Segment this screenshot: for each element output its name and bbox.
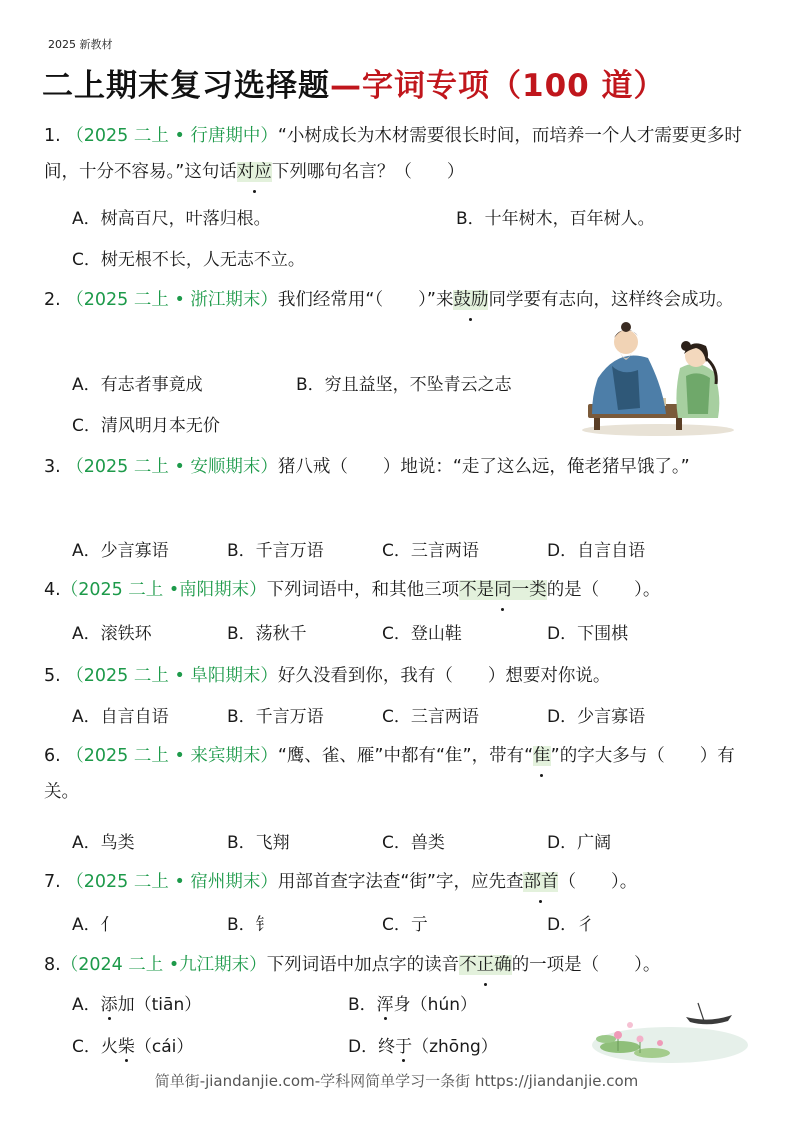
option[interactable]: C．兽类 — [382, 833, 445, 853]
question-1 — [44, 118, 753, 190]
option[interactable]: A．滚铁环 — [72, 624, 152, 644]
lotus-pond-illustration — [590, 995, 750, 1065]
question-number: 3. — [44, 457, 61, 477]
option[interactable]: C．树无根不长，人无志不立。 — [72, 250, 305, 270]
option[interactable]: C．火柴（cái） — [72, 1037, 194, 1057]
question-number: 4. — [44, 580, 61, 600]
option[interactable]: A．树高百尺，叶落归根。 — [72, 209, 271, 229]
question-4 — [44, 572, 753, 608]
question-keyword: 鼓励 — [453, 290, 488, 310]
header-tag: 2025 新教材 — [48, 38, 113, 51]
question-keyword: 隹 — [533, 746, 551, 766]
question-stem-end: 的是（ ）。 — [546, 580, 661, 600]
question-keyword: 部首 — [523, 872, 558, 892]
question-6 — [44, 738, 753, 810]
question-number: 8. — [44, 955, 61, 975]
question-3 — [44, 449, 753, 485]
option[interactable]: B．钅 — [227, 915, 273, 935]
question-stem-end: ”的字大多与（ ）有关。 — [44, 746, 735, 802]
option[interactable]: D．终于（zhōng） — [348, 1037, 498, 1057]
option[interactable]: B．荡秋千 — [227, 624, 307, 644]
question-stem-end: 同学要有志向，这样终会成功。 — [488, 290, 734, 310]
option[interactable]: B．千言万语 — [227, 541, 324, 561]
option[interactable]: D．彳 — [547, 915, 595, 935]
question-source: （2025 二上 • 安顺期末） — [66, 457, 278, 477]
question-keyword: 不正确 — [459, 955, 512, 975]
teacher-child-illustration — [578, 318, 738, 438]
option[interactable]: C．三言两语 — [382, 707, 479, 727]
option[interactable]: A．鸟类 — [72, 833, 135, 853]
page-footer: 简单街-jiandanjie.com-学科网简单学习一条街 https://jiandanjie.com — [154, 1072, 639, 1090]
question-5 — [44, 658, 753, 694]
option[interactable]: C．亍 — [382, 915, 428, 935]
option[interactable]: C．三言两语 — [382, 541, 479, 561]
question-stem: 下列词语中，和其他三项 — [266, 580, 460, 600]
question-source: （2025 二上 • 阜阳期末） — [66, 666, 278, 686]
option[interactable]: A．添加（tiān） — [72, 995, 202, 1015]
title-main: 二上期末复习选择题 — [42, 68, 330, 104]
question-source: （2024 二上 •九江期末） — [60, 955, 267, 975]
question-source: （2025 二上 • 来宾期末） — [66, 746, 278, 766]
question-stem: “鹰、雀、雁”中都有“隹”，带有“ — [277, 746, 534, 766]
title-sub: —字词专项（100 道） — [330, 68, 666, 104]
question-8 — [44, 947, 753, 983]
option[interactable]: C．登山鞋 — [382, 624, 462, 644]
question-stem-end: 下列哪句名言？（ ） — [271, 162, 465, 182]
question-number: 6. — [44, 746, 61, 766]
option[interactable]: A．有志者事竟成 — [72, 375, 203, 395]
question-number: 2. — [44, 290, 61, 310]
option[interactable]: D．广阔 — [547, 833, 612, 853]
question-stem-end: （ ）。 — [558, 872, 638, 892]
question-source: （2025 二上 • 浙江期末） — [66, 290, 278, 310]
option[interactable]: B．十年树木，百年树人。 — [456, 209, 655, 229]
option[interactable]: B．飞翔 — [227, 833, 290, 853]
option[interactable]: D．自言自语 — [547, 541, 646, 561]
option[interactable]: B．浑身（hún） — [348, 995, 477, 1015]
question-stem: 用部首查字法查“街”字，应先查 — [277, 872, 524, 892]
question-7 — [44, 864, 753, 900]
question-source: （2025 二上 • 宿州期末） — [66, 872, 278, 892]
question-source: （2025 二上 •南阳期末） — [60, 580, 267, 600]
option[interactable]: C．清风明月本无价 — [72, 416, 220, 436]
question-number: 1. — [44, 126, 61, 146]
question-stem-end: 的一项是（ ）。 — [511, 955, 661, 975]
question-number: 7. — [44, 872, 61, 892]
question-keyword: 不是同一类 — [459, 580, 547, 600]
question-stem: “小树成长为木材需要很长时间，而培养一个人才需要更多时间，十分不容易。”这句话 — [44, 126, 742, 182]
option[interactable]: D．下围棋 — [547, 624, 629, 644]
question-keyword: 对应 — [237, 162, 272, 182]
question-source: （2025 二上 • 行唐期中） — [66, 126, 278, 146]
question-stem: 好久没看到你，我有（ ）想要对你说。 — [277, 666, 611, 686]
option[interactable]: B．千言万语 — [227, 707, 324, 727]
question-stem: 我们经常用“（ ）”来 — [277, 290, 454, 310]
question-2 — [44, 282, 753, 318]
question-number: 5. — [44, 666, 61, 686]
option[interactable]: A．自言自语 — [72, 707, 169, 727]
option[interactable]: D．少言寡语 — [547, 707, 646, 727]
option[interactable]: B．穷且益坚，不坠青云之志 — [296, 375, 512, 395]
page-title — [42, 60, 666, 105]
option[interactable]: A．少言寡语 — [72, 541, 169, 561]
question-stem: 猪八戒（ ）地说：“走了这么远，俺老猪早饿了。” — [277, 457, 690, 477]
option[interactable]: A．亻 — [72, 915, 118, 935]
question-stem: 下列词语中加点字的读音 — [266, 955, 460, 975]
